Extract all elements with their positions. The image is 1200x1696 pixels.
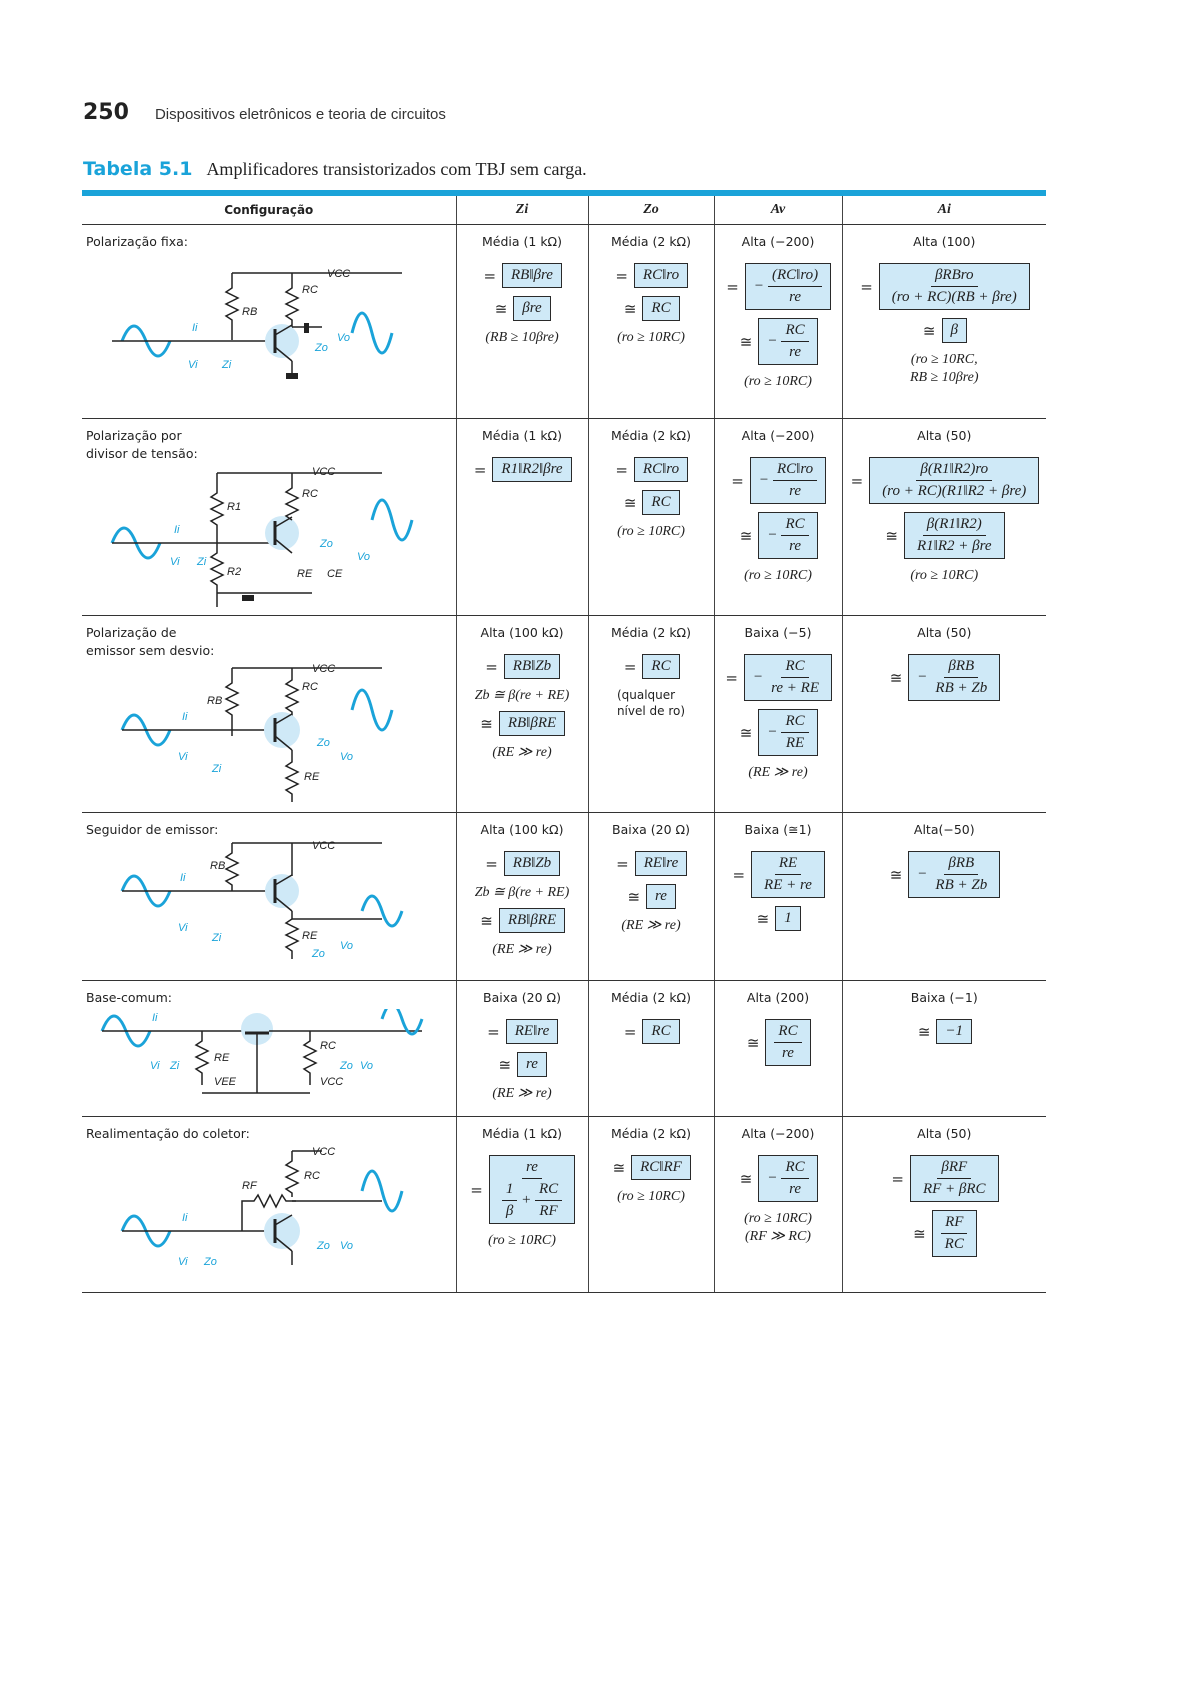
svg-text:Vo: Vo xyxy=(340,1240,354,1252)
svg-text:Zi: Zi xyxy=(197,556,207,568)
svg-text:Zo: Zo xyxy=(312,948,325,960)
table-row xyxy=(82,981,1046,1117)
svg-text:RE: RE xyxy=(297,568,313,580)
svg-text:RF: RF xyxy=(242,1180,257,1192)
zo-formula: RC‖ro xyxy=(634,457,688,482)
zi-level: Média (1 kΩ) xyxy=(482,428,562,443)
zo-condition: (ro ≥ 10RC) xyxy=(617,1189,685,1204)
zi-level: Baixa (20 Ω) xyxy=(483,990,561,1005)
svg-text:Vo: Vo xyxy=(340,751,354,763)
svg-text:Zo: Zo xyxy=(315,342,328,354)
svg-text:Ii: Ii xyxy=(192,322,198,334)
ai-level: Alta (50) xyxy=(917,428,972,443)
svg-text:RB: RB xyxy=(242,306,258,318)
header-ai: Ai xyxy=(842,196,1046,225)
table-row xyxy=(82,1117,1046,1293)
zi-level: Média (1 kΩ) xyxy=(482,1126,562,1141)
caption-text: Amplificadores transistorizados com TBJ sem carga. xyxy=(206,159,587,179)
config-name: Realimentação do coletor: xyxy=(86,1126,250,1141)
zi-condition: (ro ≥ 10RC) xyxy=(488,1233,556,1248)
zb-definition: Zb ≅ β(re + RE) xyxy=(474,885,570,900)
svg-text:RC: RC xyxy=(304,1170,320,1182)
collector-feedback-circuit-diagram xyxy=(82,1145,452,1285)
running-title: Dispositivos eletrônicos e teoria de circuitos xyxy=(154,106,446,123)
zo-cell: Média (2 kΩ) ≅ RC‖RF (ro ≥ 10RC) xyxy=(588,1117,714,1293)
av-level: Baixa (−5) xyxy=(744,625,812,640)
config-name: Base-comum: xyxy=(86,990,172,1005)
zo-level: Baixa (20 Ω) xyxy=(612,822,690,837)
zi-cell: Baixa (20 Ω) = RE‖re ≅ re (RE ≫ re) xyxy=(456,981,588,1117)
zo-level: Média (2 kΩ) xyxy=(611,990,691,1005)
svg-text:Vi: Vi xyxy=(178,1256,188,1268)
ai-level: Alta(−50) xyxy=(913,822,975,837)
zi-condition: (RE ≫ re) xyxy=(492,942,552,957)
svg-text:VCC: VCC xyxy=(312,1146,336,1158)
svg-text:Vo: Vo xyxy=(360,1060,374,1072)
svg-text:RE: RE xyxy=(214,1052,230,1064)
zo-approx: RC xyxy=(642,296,679,321)
ai-cell: Baixa (−1) ≅ −1 xyxy=(842,981,1046,1117)
svg-text:Zo: Zo xyxy=(320,538,333,550)
av-cell: Alta (−200) = − $\frac{RC‖ro}{re}$ ≅ − $\frac{RC}{re}$ (ro ≥ 10RC) xyxy=(714,419,842,616)
header-av: Av xyxy=(714,196,842,225)
svg-text:Ii: Ii xyxy=(174,524,180,536)
zi-condition: (RE ≫ re) xyxy=(492,745,552,760)
zi-formula: RE‖re xyxy=(506,1019,558,1044)
config-cell xyxy=(82,616,456,813)
ai-condition: (ro ≥ 10RC, RB ≥ 10βre) xyxy=(909,352,979,385)
ai-approx: β xyxy=(942,318,967,343)
zi-cell: Média (1 kΩ) = RB‖βre ≅ βre (RB ≥ 10βre) xyxy=(456,225,588,419)
zi-cell: Média (1 kΩ) = R1‖R2‖βre xyxy=(456,419,588,616)
zo-level: Média (2 kΩ) xyxy=(611,234,691,249)
zi-approx: RB‖βRE xyxy=(499,711,565,736)
zo-condition: (ro ≥ 10RC) xyxy=(617,330,685,345)
svg-text:R1: R1 xyxy=(227,501,242,513)
common-base-circuit-diagram xyxy=(82,1009,452,1115)
config-cell xyxy=(82,813,456,981)
svg-text:RE: RE xyxy=(304,771,320,783)
zo-cell: Baixa (20 Ω) = RE‖re ≅ re (RE ≫ re) xyxy=(588,813,714,981)
ai-level: Alta (50) xyxy=(917,1126,972,1141)
svg-text:Ii: Ii xyxy=(152,1012,158,1024)
unbypassed-emitter-circuit-diagram xyxy=(82,662,452,812)
svg-text:Vo: Vo xyxy=(340,940,354,952)
ai-cell: Alta (50) = $\frac{\beta(R1‖R2)ro}{\text{(ro + RC)(R1‖R2 + βre)}}$ ≅ $\frac{\beta(R1‖R2)}{\text{R1‖R2 + βre}}$ (ro ≥ 10RC) xyxy=(842,419,1046,616)
svg-text:Ii: Ii xyxy=(182,1212,188,1224)
av-cell: Alta (−200) ≅ − $\frac{RC}{re}$ (ro ≥ 10RC) (RF ≫ RC) xyxy=(714,1117,842,1293)
av-level: Baixa (≅1) xyxy=(744,822,812,837)
header-zo: Zo xyxy=(588,196,714,225)
av-condition: (RE ≫ re) xyxy=(748,765,808,780)
voltage-divider-circuit-diagram xyxy=(82,465,452,615)
ai-level: Alta (100) xyxy=(913,234,976,249)
config-name: Polarização por divisor de tensão: xyxy=(86,428,198,461)
amplifier-table xyxy=(82,196,1046,1293)
svg-text:CE: CE xyxy=(327,568,343,580)
av-level: Alta (−200) xyxy=(741,428,815,443)
svg-text:Zi: Zi xyxy=(212,763,222,775)
zi-condition: (RE ≫ re) xyxy=(492,1086,552,1101)
av-condition: (ro ≥ 10RC) xyxy=(744,374,812,389)
svg-text:Zo: Zo xyxy=(317,737,330,749)
ai-cell: Alta (50) ≅ − $\frac{\text{βRB}}{RB + Zb}$ xyxy=(842,616,1046,813)
zi-level: Média (1 kΩ) xyxy=(482,234,562,249)
svg-text:Zi: Zi xyxy=(170,1060,180,1072)
header-row xyxy=(82,196,1046,225)
svg-text:Zo: Zo xyxy=(317,1240,330,1252)
config-name: Polarização de emissor sem desvio: xyxy=(86,625,215,658)
page-number: 250 xyxy=(83,100,129,125)
zo-formula: RC‖RF xyxy=(631,1155,691,1180)
svg-text:Zo: Zo xyxy=(340,1060,353,1072)
av-level: Alta (−200) xyxy=(741,234,815,249)
zb-definition: Zb ≅ β(re + RE) xyxy=(474,688,570,703)
config-cell xyxy=(82,225,456,419)
av-cell: Baixa (−5) = − $\frac{RC}{re + RE}$ ≅ − $\frac{RC}{RE}$ (RE ≫ re) xyxy=(714,616,842,813)
svg-text:Vi: Vi xyxy=(150,1060,160,1072)
zo-approx: RC xyxy=(642,490,679,515)
svg-text:Vo: Vo xyxy=(357,551,371,563)
av-condition: (ro ≥ 10RC) (RF ≫ RC) xyxy=(744,1211,812,1244)
svg-text:VCC: VCC xyxy=(312,663,336,675)
ai-formula: −1 xyxy=(936,1019,972,1044)
config-cell xyxy=(82,419,456,616)
svg-text:VCC: VCC xyxy=(312,841,336,852)
zo-formula: RE‖re xyxy=(635,851,687,876)
config-name: Polarização fixa: xyxy=(86,234,189,249)
fixed-bias-circuit-diagram xyxy=(82,253,452,403)
ai-level: Alta (50) xyxy=(917,625,972,640)
svg-text:VCC: VCC xyxy=(320,1076,344,1088)
table-row xyxy=(82,813,1046,981)
zi-level: Alta (100 kΩ) xyxy=(480,822,564,837)
av-level: Alta (200) xyxy=(746,990,810,1005)
svg-text:RE: RE xyxy=(302,930,318,942)
svg-text:VCC: VCC xyxy=(312,466,336,478)
zi-approx: βre xyxy=(513,296,550,321)
ai-condition: (ro ≥ 10RC) xyxy=(910,568,979,583)
svg-text:RB: RB xyxy=(210,860,226,872)
svg-text:RB: RB xyxy=(207,695,223,707)
zo-condition: (ro ≥ 10RC) xyxy=(617,524,685,539)
ai-cell: Alta(−50) ≅ − $\frac{\text{βRB}}{RB + Zb}$ xyxy=(842,813,1046,981)
svg-text:VCC: VCC xyxy=(327,268,351,280)
zo-formula: RC xyxy=(642,1019,679,1044)
page-header xyxy=(83,100,446,125)
caption-label: Tabela 5.1 xyxy=(83,158,193,180)
zo-condition: (RE ≫ re) xyxy=(621,918,681,933)
av-cell: Alta (−200) = − $\frac{(RC‖ro)}{re}$ ≅ − $\frac{RC}{re}$ (ro ≥ 10RC) xyxy=(714,225,842,419)
config-name: Seguidor de emissor: xyxy=(86,822,219,837)
table-row xyxy=(82,616,1046,813)
svg-text:RC: RC xyxy=(302,284,318,296)
svg-text:Vo: Vo xyxy=(337,332,351,344)
config-cell xyxy=(82,981,456,1117)
zo-approx: re xyxy=(646,884,676,909)
svg-text:Zo: Zo xyxy=(204,1256,217,1268)
svg-text:Ii: Ii xyxy=(182,711,188,723)
zo-cell: Média (2 kΩ) = RC‖ro ≅ RC (ro ≥ 10RC) xyxy=(588,419,714,616)
zo-note: (qualquer nível de ro) xyxy=(616,688,686,718)
table-row xyxy=(82,419,1046,616)
svg-text:Vi: Vi xyxy=(170,556,180,568)
zi-level: Alta (100 kΩ) xyxy=(480,625,564,640)
zo-level: Média (2 kΩ) xyxy=(611,428,691,443)
header-config: Configuração xyxy=(82,196,456,225)
table-row xyxy=(82,225,1046,419)
ai-cell: Alta (100) = $\frac{\text{βRBro}}{\text{(ro + RC)(RB + βre)}}$ ≅ β (ro ≥ 10RC, RB ≥ 10βre) xyxy=(842,225,1046,419)
av-approx: 1 xyxy=(775,906,801,931)
svg-text:Ii: Ii xyxy=(180,872,186,884)
svg-text:RC: RC xyxy=(302,488,318,500)
zi-formula: RB‖βre xyxy=(502,263,562,288)
svg-text:Zi: Zi xyxy=(212,932,222,944)
zo-level: Média (2 kΩ) xyxy=(611,1126,691,1141)
zo-formula: RC xyxy=(642,654,679,679)
av-condition: (ro ≥ 10RC) xyxy=(744,568,812,583)
av-cell: Alta (200) ≅ $\frac{RC}{re}$ xyxy=(714,981,842,1117)
zo-level: Média (2 kΩ) xyxy=(611,625,691,640)
zi-cell: Alta (100 kΩ) = RB‖Zb Zb ≅ β(re + RE) ≅ RB‖βRE (RE ≫ re) xyxy=(456,616,588,813)
table-caption xyxy=(83,158,587,180)
svg-text:R2: R2 xyxy=(227,566,242,578)
svg-text:VEE: VEE xyxy=(214,1076,237,1088)
zi-formula: RB‖Zb xyxy=(504,851,560,876)
header-zi: Zi xyxy=(456,196,588,225)
zi-cell: Alta (100 kΩ) = RB‖Zb Zb ≅ β(re + RE) ≅ RB‖βRE (RE ≫ re) xyxy=(456,813,588,981)
zo-cell: Média (2 kΩ) = RC xyxy=(588,981,714,1117)
svg-text:Vi: Vi xyxy=(178,922,188,934)
svg-text:RC: RC xyxy=(302,681,318,693)
ai-level: Baixa (−1) xyxy=(910,990,978,1005)
zi-formula: RB‖Zb xyxy=(504,654,560,679)
zo-cell: Média (2 kΩ) = RC (qualquer nível de ro) xyxy=(588,616,714,813)
ai-cell: Alta (50) = $\frac{\text{βRF}}{\text{RF + βRC}}$ ≅ $\frac{RF}{RC}$ xyxy=(842,1117,1046,1293)
av-level: Alta (−200) xyxy=(741,1126,815,1141)
emitter-follower-circuit-diagram xyxy=(82,841,452,969)
zi-approx: re xyxy=(517,1052,547,1077)
svg-text:Zi: Zi xyxy=(222,359,232,371)
svg-text:Vi: Vi xyxy=(188,359,198,371)
zi-approx: RB‖βRE xyxy=(499,908,565,933)
zo-cell: Média (2 kΩ) = RC‖ro ≅ RC (ro ≥ 10RC) xyxy=(588,225,714,419)
av-cell: Baixa (≅1) = $\frac{RE}{RE + re}$ ≅ 1 xyxy=(714,813,842,981)
config-cell xyxy=(82,1117,456,1293)
zi-cell: Média (1 kΩ) = re $\frac{1}{\beta}$ + $\frac{RC}{RF}$ (ro ≥ 10RC) xyxy=(456,1117,588,1293)
zi-formula: R1‖R2‖βre xyxy=(492,457,571,482)
svg-text:Vi: Vi xyxy=(178,751,188,763)
zo-formula: RC‖ro xyxy=(634,263,688,288)
zi-condition: (RB ≥ 10βre) xyxy=(485,330,559,345)
svg-text:RC: RC xyxy=(320,1040,336,1052)
